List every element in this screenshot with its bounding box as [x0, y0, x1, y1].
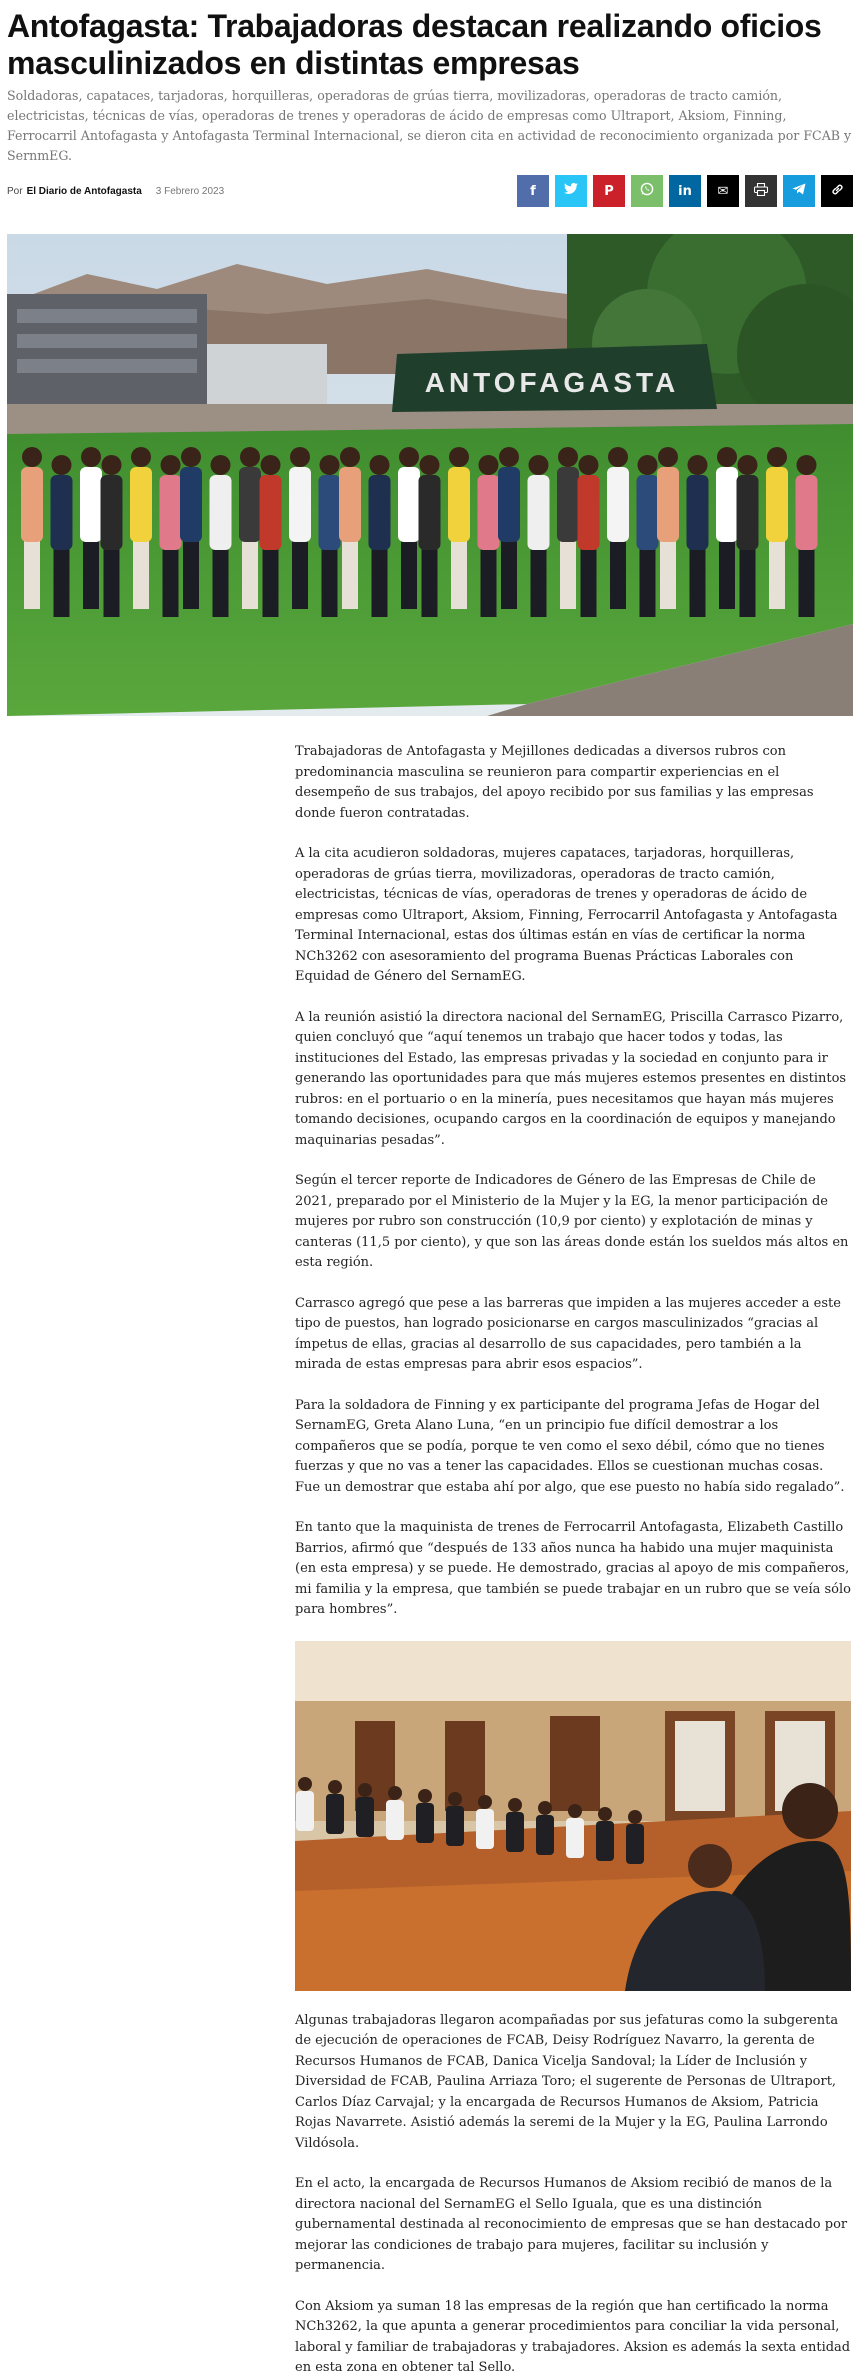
article-title: Antofagasta: Trabajadoras destacan realizando oficios masculinizados en distintas empresas [7, 8, 822, 81]
share-linkedin-button[interactable] [669, 175, 701, 207]
article-paragraph: En tanto que la maquinista de trenes de Ferrocarril Antofagasta, Elizabeth Castillo Barrios, afirmó que “después de 133 años nunca ha habido una mujer maquinista (en esta empresa) y se puede. He demostrado, gracias al apoyo de mis compañeros, mi familia y la empresa, que también se puede trabajar en un rubro que se veía sólo para hombres”. [295, 1520, 851, 1617]
copy-link-button[interactable] [821, 175, 853, 207]
print-button[interactable] [745, 175, 777, 207]
twitter-icon [564, 183, 578, 199]
article-paragraph: Trabajadoras de Antofagasta y Mejillones dedicadas a diversos rubros con predominancia masculina se reunieron para compartir experiencias en el desempeño de sus trabajos, del apoyo recibido por sus familias y las empresas donde fueron contratadas. [295, 744, 814, 821]
article-paragraphs-after-image [295, 2011, 851, 2379]
article-inline-image [295, 1641, 851, 1991]
article-excerpt: Soldadoras, capataces, tarjadoras, horquilleras, operadoras de grúas tierra, movilizadoras, operadoras de tracto camión, electricistas, técnicas de vías, operadoras de trenes y operadoras de ácido de empresas como Ultraport, Aksiom, Finning, Ferrocarril Antofagasta y Antofagasta Terminal Internacional, se dieron cita en actividad de reconocimiento organizada por FCAB y SernmEG. [7, 88, 852, 163]
article-body [295, 742, 851, 2379]
article-paragraph: Para la soldadora de Finning y ex participante del programa Jefas de Hogar del SernamEG, Greta Alano Luna, “en un principio fue difícil demostrar a los compañeros que se podía, porque te ven como el sexo débil, cómo que no tienes fuerzas y que no vas a tener las capacidades. Ellos se cuestionan muchas cosas. Fue un demostrar que estaba ahí por algo, que ese puesto no había sido regalado”. [295, 1397, 845, 1495]
article-paragraph: A la reunión asistió la directora nacional del SernamEG, Priscilla Carrasco Pizarro, quien concluyó que “aquí tenemos un trabajo que hacer todos y todas, las instituciones del Estado, las empresas privadas y la sociedad en conjunto para ir generando las oportunidades para que más mujeres estemos presentes en distintos rubros: en el portuario o en la minería, pues necesitamos que hayan más mujeres tomando decisiones, ocupando cargos en la coordinación de equipos y manejando maquinarias pesadas”. [295, 1009, 847, 1148]
share-facebook-button[interactable] [517, 175, 549, 207]
share-whatsapp-button[interactable] [631, 175, 663, 207]
article-paragraph: En el acto, la encargada de Recursos Humanos de Aksiom recibió de manos de la directora nacional del SernamEG el Sello Iguala, que es una distinción gubernamental destinada al reconocimiento de empresas que se han destacado por mejorar las condiciones de trabajo para mujeres, facilitar su inclusión y permanencia. [295, 2176, 848, 2273]
article-paragraphs [295, 742, 851, 1621]
share-telegram-button[interactable] [783, 175, 815, 207]
author-link[interactable]: El Diario de Antofagasta [26, 185, 142, 197]
article-meta [7, 186, 224, 197]
article-paragraph: Según el tercer reporte de Indicadores de Género de las Empresas de Chile de 2021, preparado por el Ministerio de la Mujer y la EG, la menor participación de mujeres por rubro son construcción (10,9 por ciento) y explotación de minas y canteras (11,5 por ciento), y que son las áreas donde están los sueldos más altos en esta región. [295, 1173, 849, 1270]
share-buttons [517, 175, 853, 207]
article-paragraph: A la cita acudieron soldadoras, mujeres capataces, tarjadoras, horquilleras, operadoras de grúas tierra, movilizadoras, operadoras de tracto camión, electricistas, técnicas de vías, operadoras de trenes y operadoras de ácido de empresas como Ultraport, Aksiom, Finning, Ferrocarril Antofagasta y Antofagasta Terminal Internacional, estas dos últimas están en vías de certificar la norma NCh3262 con asesoramiento del programa Buenas Prácticas Laborales con Equidad de Género del SernamEG. [295, 846, 838, 984]
article-paragraph: Carrasco agregó que pese a las barreras que impiden a las mujeres acceder a este tipo de puestos, han logrado posicionarse en cargos masculinizados “gracias al ímpetus de ellas, gracias al desarrollo de sus capacidades, pero también a la mirada de estas empresas para abrir esos espacios”. [295, 1295, 841, 1372]
print-icon [754, 183, 768, 200]
article-paragraph: Algunas trabajadoras llegaron acompañadas por sus jefaturas como la subgerenta de ejecución de operaciones de FCAB, Deisy Rodríguez Navarro, la gerenta de Recursos Humanos de FCAB, Danica Vicelja Sandoval; la Líder de Inclusión y Diversidad de FCAB, Paulina Arriaza Toro; el sugerente de Personas de Ultraport, Carlos Díaz Carvajal; y la encargada de Recursos Humanos de Aksiom, Patricia Rojas Navarrete. Asistió además la seremi de la Mujer y la EG, Paulina Larrondo Vildósola. [295, 2012, 839, 2151]
whatsapp-icon [640, 182, 654, 200]
telegram-icon [792, 183, 806, 199]
article-paragraph: Con Aksiom ya suman 18 las empresas de la región que han certificado la norma NCh3262, la que apunta a generar procedimientos para conciliar la vida personal, laboral y familiar de trabajadoras y trabajadores. Aksion es además la sexta entidad en esta zona en obtener tal Sello. [295, 2298, 851, 2375]
hero-sign-text: ANTOFAGASTA [424, 367, 680, 398]
hero-image [7, 234, 853, 716]
publish-date: 3 Febrero 2023 [155, 185, 225, 197]
link-icon [831, 183, 844, 200]
email-icon: ✉ [717, 183, 729, 199]
share-twitter-button[interactable] [555, 175, 587, 207]
share-email-button[interactable] [707, 175, 739, 207]
byline-prefix: Por [7, 185, 23, 197]
article-meta-row [7, 174, 853, 208]
share-pinterest-button[interactable] [593, 175, 625, 207]
linkedin-icon: in [678, 183, 692, 199]
facebook-icon: f [530, 183, 536, 199]
pinterest-icon: P [604, 183, 614, 199]
